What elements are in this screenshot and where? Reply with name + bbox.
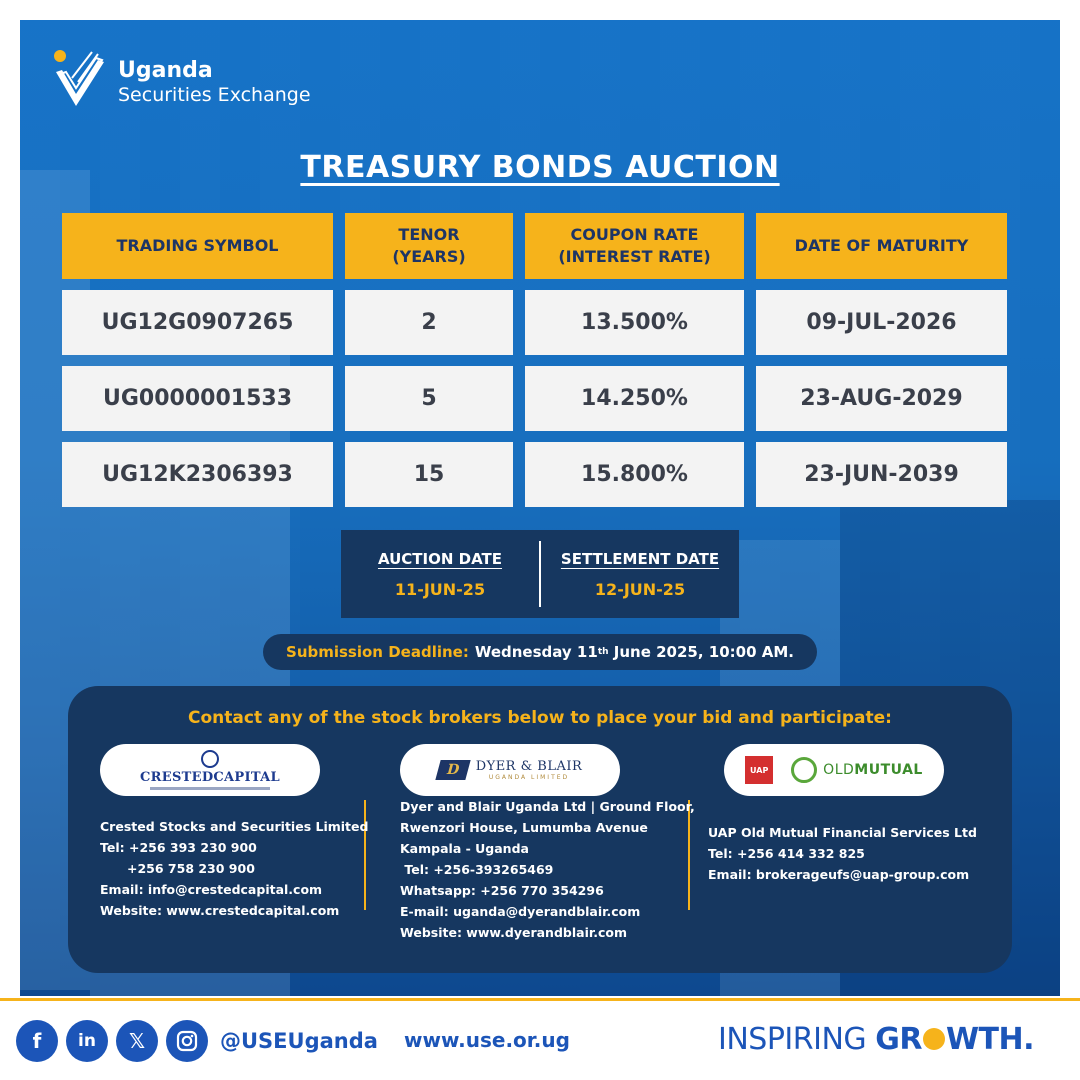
old-mutual-icon [791,757,817,783]
settlement-date-label: SETTLEMENT DATE [560,549,720,568]
auction-date-label: AUCTION DATE [377,549,503,568]
instagram-icon[interactable] [166,1020,208,1062]
dyer-contact-info [400,796,695,943]
crested-tel-2: +256 758 230 900 [127,861,255,876]
auction-dates-box [341,530,739,618]
crested-logo-text: CRESTEDCAPITAL [140,770,280,785]
crested-capital-logo[interactable] [100,744,320,796]
deadline-suffix: th [597,647,609,657]
deadline-rest: June 2025, 10:00 AM. [608,643,794,661]
dyer-website[interactable]: Website: www.dyerandblair.com [400,925,628,940]
dyer-tel: Tel: +256-393265469 [400,862,554,877]
slogan [718,1022,1034,1057]
dyer-blair-logo[interactable] [400,744,620,796]
auction-date-value: 11-JUN-25 [394,579,486,599]
table-cell: UG12G0907265 [62,290,333,355]
crested-email: Email: info@crestedcapital.com [100,882,323,897]
dyer-address: Rwenzori House, Lumumba Avenue [400,820,648,835]
slogan-inspiring: INSPIRING [718,1022,867,1057]
table-cell: 15.800% [525,442,744,507]
table-cell: 15 [345,442,513,507]
table-cell: 2 [345,290,513,355]
slogan-growth-end: WTH. [945,1022,1034,1057]
deadline-label: Submission Deadline: [286,643,469,661]
slogan-growth-start: GR [875,1022,922,1057]
table-cell: 5 [345,366,513,431]
uap-company: UAP Old Mutual Financial Services Ltd [708,825,977,840]
crest-icon [201,750,219,768]
social-handle[interactable]: @USEUganda [220,1029,378,1053]
crested-contact-info [100,816,368,921]
header-date-of-maturity: DATE OF MATURITY [756,213,1007,279]
use-logo-icon [52,48,108,118]
linkedin-icon[interactable]: in [66,1020,108,1062]
brand-subtitle: Securities Exchange [118,84,311,106]
use-logo [52,48,311,118]
dyer-logo-text: DYER & BLAIR [475,759,583,774]
website-link[interactable]: www.use.or.ug [404,1028,570,1052]
table-cell: UG0000001533 [62,366,333,431]
dyer-logo-sub: UGANDA LIMITED [488,774,570,781]
dyer-whatsapp: Whatsapp: +256 770 354296 [400,883,604,898]
social-links [16,1020,378,1062]
dyer-city: Kampala - Uganda [400,841,529,856]
growth-dot-icon [923,1028,945,1050]
deadline-day: Wednesday 11 [474,643,598,661]
uap-icon: UAP [745,756,773,784]
crested-company: Crested Stocks and Securities Limited [100,819,369,834]
uap-contact-info [708,822,977,885]
table-cell: 09-JUL-2026 [756,290,1007,355]
mutual-text: MUTUAL [854,762,923,778]
table-cell: UG12K2306393 [62,442,333,507]
crested-website: Website: www.crestedcapital.com [100,903,340,918]
header-trading-symbol: TRADING SYMBOL [62,213,333,279]
old-mutual-text: OLD [823,762,855,778]
header-coupon-rate: COUPON RATE (INTEREST RATE) [525,213,744,279]
settlement-date-value: 12-JUN-25 [594,579,686,599]
brokers-panel [68,686,1012,973]
table-cell: 23-AUG-2029 [756,366,1007,431]
dyer-email[interactable]: E-mail: uganda@dyerandblair.com [400,904,641,919]
dyer-blair-icon: D [435,760,470,780]
page-title: TREASURY BONDS AUCTION [300,150,780,185]
x-icon[interactable]: 𝕏 [116,1020,158,1062]
table-cell: 13.500% [525,290,744,355]
divider [150,787,270,790]
crested-tel: Tel: +256 393 230 900 [100,840,257,855]
footer-divider [0,998,1080,1001]
table-cell: 23-JUN-2039 [756,442,1007,507]
submission-deadline [263,634,817,670]
header-tenor: TENOR (YEARS) [345,213,513,279]
table-cell: 14.250% [525,366,744,431]
uap-tel: Tel: +256 414 332 825 [708,846,865,861]
uap-old-mutual-logo[interactable] [724,744,944,796]
uap-email: Email: brokerageufs@uap-group.com [708,867,970,882]
brokers-title: Contact any of the stock brokers below to place your bid and participate: [188,708,892,728]
facebook-icon[interactable]: f [16,1020,58,1062]
dyer-company: Dyer and Blair Uganda Ltd | Ground Floor, [400,799,695,814]
brand-name: Uganda [118,58,213,83]
